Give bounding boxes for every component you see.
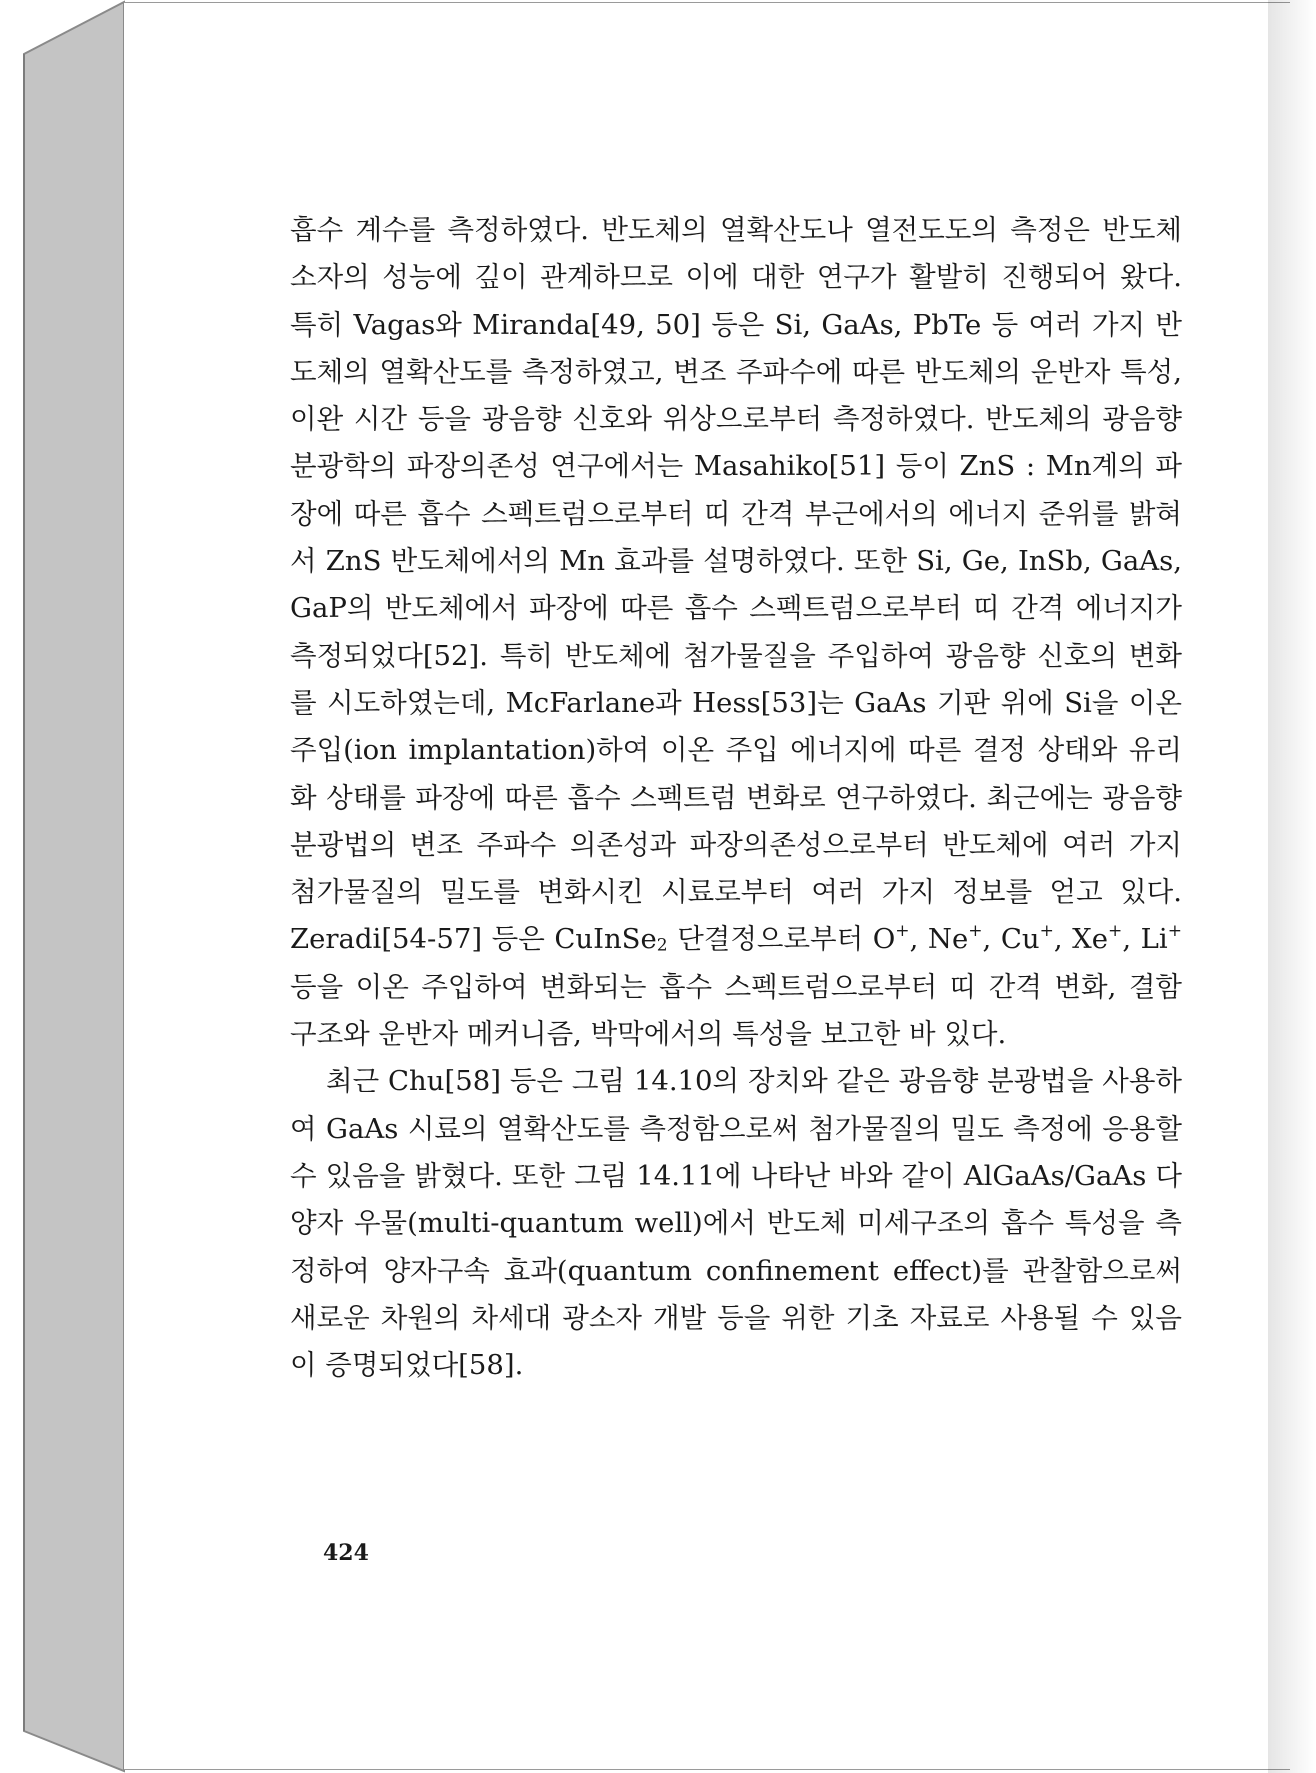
- text-run: 최근 Chu[58] 등은 그림 14.10의 장치와 같은 광음향 분광법을 사용하여 GaAs 시료의 열확산도를 측정함으로써 첨가물질의 밀도 측정에 응용할 수 있음을 밝혔다. 또한 그림 14.11에 나타난 바와 같이 AlGaAs/GaAs 다양자 우물(multi-quantum well)에서 반도체 미세구조의 흡수 특성을 측정하여 양자구속 효과(quantum confinement effect)를 관찰함으로써 새로운 차원의 차세대 광소자 개발 등을 위한 기초 자료로 사용될 수 있음이 증명되었다[58].: [290, 1065, 1182, 1382]
- superscript-text: +: [1039, 921, 1054, 942]
- paragraph: [290, 207, 1182, 1058]
- text-run: , Li: [1122, 923, 1168, 956]
- paragraph: [290, 1058, 1182, 1389]
- text-run: , Xe: [1053, 923, 1109, 956]
- superscript-text: +: [968, 921, 983, 942]
- page-number: 424: [323, 1540, 369, 1566]
- superscript-text: +: [895, 921, 910, 942]
- superscript-text: +: [1108, 921, 1123, 942]
- text-run: 흡수 계수를 측정하였다. 반도체의 열확산도나 열전도도의 측정은 반도체 소자의 성능에 깊이 관계하므로 이에 대한 연구가 활발히 진행되어 왔다. 특히 Vagas와 Miranda[49, 50] 등은 Si, GaAs, PbTe 등 여러 가지 반도체의 열확산도를 측정하였고, 변조 주파수에 따른 반도체의 운반자 특성, 이완 시간 등을 광음향 신호와 위상으로부터 측정하였다. 반도체의 광음향 분광학의 파장의존성 연구에서는 Masahiko[51] 등이 ZnS : Mn계의 파장에 따른 흡수 스펙트럼으로부터 띠 간격 부근에서의 에너지 준위를 밝혀서 ZnS 반도체에서의 Mn 효과를 설명하였다. 또한 Si, Ge, InSb, GaAs, GaP의 반도체에서 파장에 따른 흡수 스펙트럼으로부터 띠 간격 에너지가 측정되었다[52]. 특히 반도체에 첨가물질을 주입하여 광음향 신호의 변화를 시도하였는데, McFarlane과 Hess[53]는 GaAs 기판 위에 Si을 이온 주입(ion implantation)하여 이온 주입 에너지에 따른 결정 상태와 유리화 상태를 파장에 따른 흡수 스펙트럼 변화로 연구하였다. 최근에는 광음향 분광법의 변조 주파수 의존성과 파장의존성으로부터 반도체에 여러 가지 첨가물질의 밀도를 변화시킨 시료로부터 여러 가지 정보를 얻고 있다. Zeradi[54-57] 등은 CuInSe: [290, 214, 1182, 956]
- superscript-text: +: [1167, 921, 1182, 942]
- text-run: , Cu: [982, 923, 1040, 956]
- subscript-text: 2: [656, 936, 668, 956]
- text-run: 단결정으로부터 O: [667, 923, 896, 956]
- text-run: , Ne: [909, 923, 969, 956]
- body-text: [290, 207, 1182, 1389]
- page-edge-shadow: [1268, 0, 1316, 1773]
- text-run: 등을 이온 주입하여 변화되는 흡수 스펙트럼으로부터 띠 간격 변화, 결함 구조와 운반자 메커니즘, 박막에서의 특성을 보고한 바 있다.: [290, 970, 1182, 1051]
